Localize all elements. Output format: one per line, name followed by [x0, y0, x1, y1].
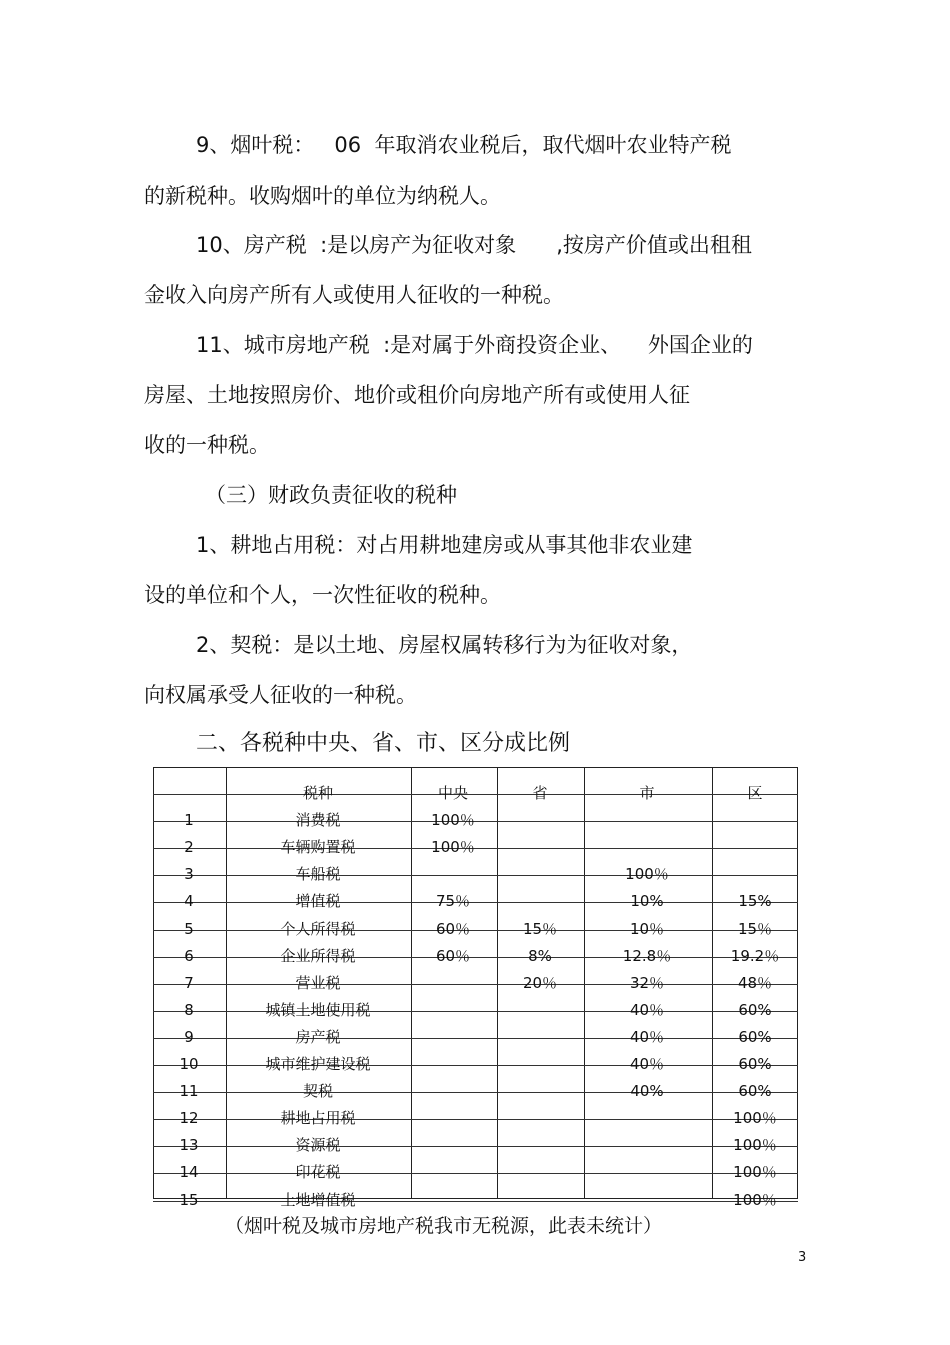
table-cell: 32％ — [629, 973, 665, 992]
table-cell: 耕地占用税 — [280, 1109, 356, 1128]
table-cell: 12.8％ — [622, 946, 672, 965]
table-cell: 40% — [630, 1082, 664, 1101]
table-cell: 1 — [184, 811, 194, 830]
table-cell: 10％ — [629, 919, 665, 938]
table-cell: 60％ — [435, 946, 471, 965]
page-number: 3 — [798, 1250, 807, 1265]
table-cell: 19.2％ — [730, 946, 780, 965]
table-cell: 12 — [179, 1109, 199, 1128]
table-cell: 14 — [179, 1163, 199, 1182]
table-cell: 15％ — [737, 919, 773, 938]
table-cell: 2 — [184, 838, 194, 857]
table-cell: 城市维护建设税 — [265, 1055, 371, 1073]
table-cell: 60% — [738, 1027, 772, 1046]
table-cell: 6 — [184, 946, 194, 965]
table-cell: 8% — [528, 946, 552, 965]
table-cell: 5 — [184, 919, 194, 938]
table-cell: 契税 — [302, 1082, 333, 1101]
para-9-line-2: 的新税种。收购烟叶的单位为纳税人。 — [144, 184, 501, 208]
para-10-line-1: 10、房产税 :是以房产为征收对象 ,按房产价值或出租租 — [196, 233, 752, 257]
table-cell: 消费税 — [295, 811, 341, 830]
table-cell: 10% — [630, 892, 664, 911]
table-cell: 3 — [184, 865, 194, 884]
para-10-line-2: 金收入向房产所有人或使用人征收的一种税。 — [144, 283, 564, 307]
table-header-cell: 区 — [747, 784, 763, 802]
table-cell: 印花税 — [295, 1163, 341, 1182]
table-header-cell: 中央 — [437, 784, 468, 802]
table-cell: 资源税 — [295, 1136, 341, 1155]
table-cell: 土地增值税 — [280, 1190, 356, 1209]
para-11-line-1: 11、城市房地产税 :是对属于外商投资企业、 外国企业的 — [196, 333, 753, 357]
table-cell: 60% — [738, 1082, 772, 1101]
table-cell: 15％ — [522, 919, 558, 938]
table-header-cell: 市 — [639, 784, 655, 802]
table-header-cell: 税种 — [302, 784, 333, 802]
table-cell: 9 — [184, 1027, 194, 1046]
table-cell: 个人所得税 — [280, 919, 356, 938]
table-cell: 7 — [184, 973, 194, 992]
table-cell: 100％ — [733, 1163, 777, 1182]
table-cell: 城镇土地使用税 — [265, 1000, 371, 1019]
section-heading-3: （三）财政负责征收的税种 — [205, 483, 457, 507]
finance-item-2-line-2: 向权属承受人征收的一种税。 — [144, 683, 417, 707]
table-cell: 48％ — [737, 973, 773, 992]
table-cell: 15 — [179, 1190, 199, 1209]
table-cell: 60% — [738, 1055, 772, 1073]
table-cell: 100％ — [733, 1136, 777, 1155]
tax-share-table — [153, 767, 798, 1209]
table-cell: 11 — [179, 1082, 199, 1101]
para-9-line-1: 9、烟叶税： 06 年取消农业税后，取代烟叶农业特产税 — [196, 133, 732, 157]
table-cell: 100％ — [733, 1109, 777, 1128]
table-cell: 40％ — [629, 1027, 665, 1046]
table-cell: 100％ — [733, 1190, 777, 1209]
table-cell: 房产税 — [295, 1027, 341, 1046]
table-cell: 40％ — [629, 1000, 665, 1019]
table-cell: 20％ — [522, 973, 558, 992]
table-cell: 60％ — [435, 919, 471, 938]
table-cell: 车船税 — [295, 865, 341, 884]
table-caption: （烟叶税及城市房地产税我市无税源，此表未统计） — [225, 1215, 663, 1237]
table-cell: 100％ — [431, 838, 475, 857]
para-11-line-3: 收的一种税。 — [144, 433, 270, 457]
table-cell: 100％ — [625, 865, 669, 884]
table-cell: 增值税 — [295, 892, 341, 911]
table-cell: 8 — [184, 1000, 194, 1019]
table-cell: 15% — [738, 892, 772, 911]
table-cell: 4 — [184, 892, 194, 911]
table-header-cell: 省 — [532, 784, 548, 802]
table-cell: 100％ — [431, 811, 475, 830]
para-11-line-2: 房屋、土地按照房价、地价或租价向房地产所有或使用人征 — [144, 383, 690, 407]
table-cell: 75％ — [435, 892, 471, 911]
table-cell: 车辆购置税 — [280, 838, 356, 857]
table-cell: 10 — [179, 1055, 199, 1073]
table-cell: 营业税 — [295, 973, 341, 992]
table-cell: 企业所得税 — [280, 946, 356, 965]
table-cell: 60% — [738, 1000, 772, 1019]
table-cell: 13 — [179, 1136, 199, 1155]
finance-item-1-line-1: 1、耕地占用税：对占用耕地建房或从事其他非农业建 — [196, 533, 693, 557]
section-heading-2: 二、各税种中央、省、市、区分成比例 — [196, 731, 571, 756]
table-cell: 40％ — [629, 1055, 665, 1073]
finance-item-1-line-2: 设的单位和个人，一次性征收的税种。 — [144, 583, 501, 607]
finance-item-2-line-1: 2、契税：是以土地、房屋权属转移行为为征收对象， — [196, 633, 693, 657]
